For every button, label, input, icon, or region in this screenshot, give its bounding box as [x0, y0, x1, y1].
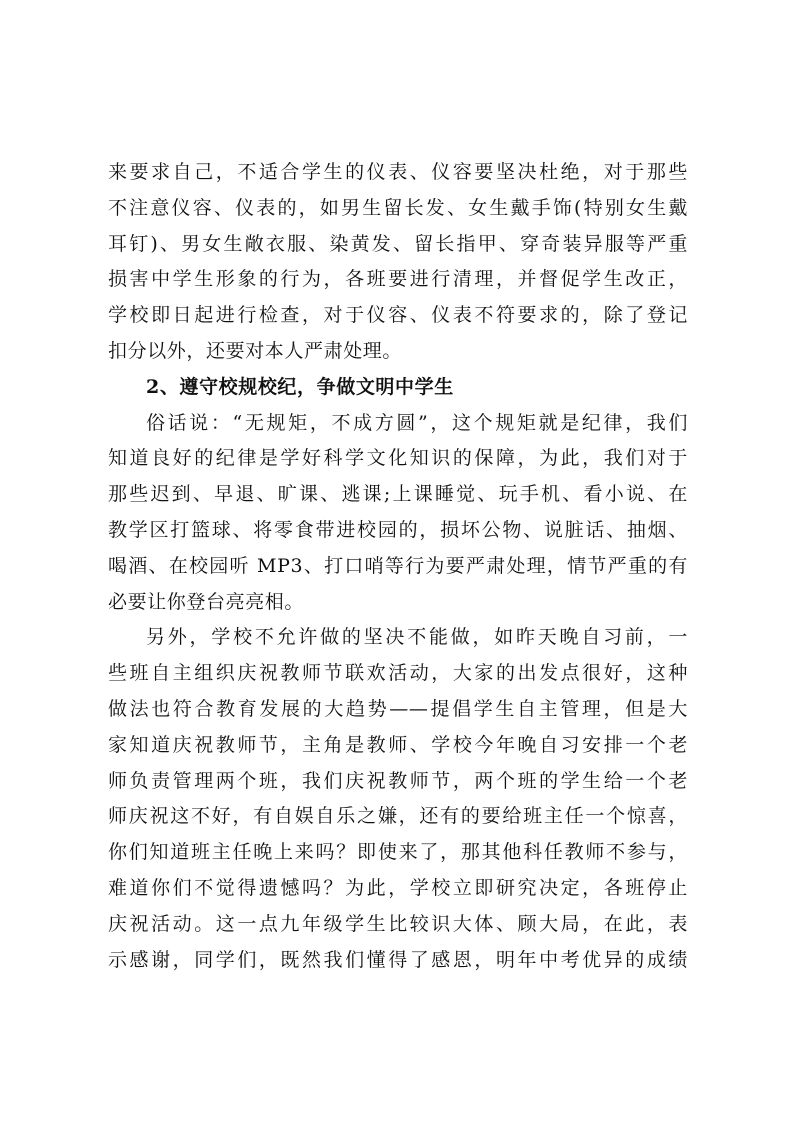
paragraph-1-line: 耳钉)、男女生敞衣服、染黄发、留长指甲、穿奇装异服等严重	[108, 232, 688, 255]
paragraph-1-line: 不注意仪容、仪表的，如男生留长发、女生戴手饰(特别女生戴	[108, 196, 688, 219]
paragraph-2-line: 知道良好的纪律是学好科学文化知识的保障，为此，我们对于	[108, 447, 688, 470]
paragraph-3-line: 你们知道班主任晚上来吗？即使来了，那其他科任教师不参与，	[108, 841, 688, 864]
paragraph-2-line: 喝酒、在校园听 MP3、打口哨等行为要严肃处理，情节严重的有	[108, 554, 688, 577]
paragraph-2-line: 俗话说：“无规矩，不成方圆”，这个规矩就是纪律，我们	[146, 411, 688, 434]
paragraph-3-line: 师庆祝这不好，有自娱自乐之嫌，还有的要给班主任一个惊喜，	[108, 805, 688, 828]
section-heading-2-text: 2、遵守校规校纪，争做文明中学生	[146, 375, 454, 398]
paragraph-3	[108, 620, 688, 978]
paragraph-2-line: 必要让你登台亮亮相。	[108, 590, 305, 613]
section-heading-2	[108, 370, 688, 406]
paragraph-3-line: 难道你们不觉得遗憾吗？为此，学校立即研究决定，各班停止	[108, 876, 688, 899]
paragraph-1-line: 扣分以外，还要对本人严肃处理。	[108, 339, 403, 362]
paragraph-2-line: 教学区打篮球、将零食带进校园的，损坏公物、说脏话、抽烟、	[108, 518, 688, 541]
paragraph-3-line: 师负责管理两个班，我们庆祝教师节，两个班的学生给一个老	[108, 769, 688, 792]
paragraph-3-line: 示感谢，同学们，既然我们懂得了感恩，明年中考优异的成绩	[108, 948, 688, 971]
paragraph-3-line: 家知道庆祝教师节，主角是教师、学校今年晚自习安排一个老	[108, 733, 688, 756]
paragraph-1-line: 学校即日起进行检查，对于仪容、仪表不符要求的，除了登记	[108, 304, 688, 327]
document-body	[108, 155, 688, 978]
paragraph-3-line: 庆祝活动。这一点九年级学生比较识大体、顾大局，在此，表	[108, 912, 688, 935]
paragraph-3-line: 做法也符合教育发展的大趋势——提倡学生自主管理，但是大	[108, 697, 688, 720]
paragraph-1-line: 来要求自己，不适合学生的仪表、仪容要坚决杜绝，对于那些	[108, 161, 688, 183]
paragraph-2	[108, 406, 688, 621]
paragraph-2-line: 那些迟到、早退、旷课、逃课;上课睡觉、玩手机、看小说、在	[108, 483, 688, 506]
paragraph-3-line: 另外，学校不允许做的坚决不能做，如昨天晚自习前，一	[146, 626, 688, 649]
paragraph-1	[108, 155, 688, 370]
paragraph-1-line: 损害中学生形象的行为，各班要进行清理，并督促学生改正，	[108, 268, 688, 291]
paragraph-3-line: 些班自主组织庆祝教师节联欢活动，大家的出发点很好，这种	[108, 662, 688, 685]
